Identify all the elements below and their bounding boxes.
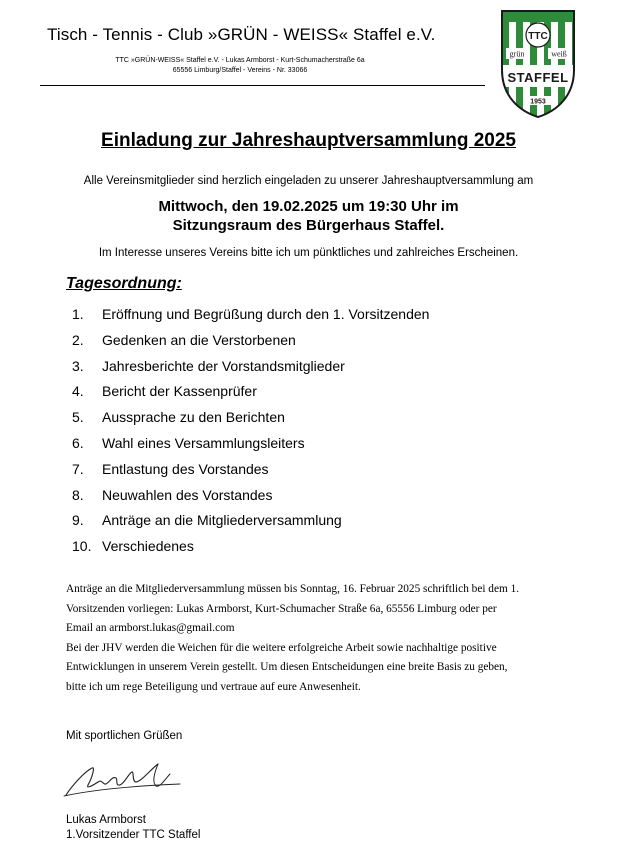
logo-ttc-text: TTC: [528, 31, 548, 42]
document-title: Einladung zur Jahreshauptversammlung 2025: [101, 130, 516, 151]
agenda-item: [72, 512, 429, 538]
body-line: bitte ich um rege Beteiligung und vertraue auf eure Anwesenheit.: [66, 680, 361, 693]
agenda-item: [72, 306, 429, 332]
agenda-item-text: Neuwahlen des Vorstandes: [102, 486, 273, 503]
agenda-item-number: 9.: [72, 512, 84, 529]
club-logo: [499, 8, 577, 120]
agenda-item-text: Wahl eines Versammlungsleiters: [102, 434, 305, 451]
agenda-item-number: 8.: [72, 486, 84, 503]
club-name: Tisch - Tennis - Club »GRÜN - WEISS« Staffel e.V.: [47, 25, 436, 44]
header-divider: [40, 85, 485, 86]
logo-staffel-text: STAFFEL: [507, 70, 569, 85]
body-text: [66, 580, 586, 698]
agenda-item-text: Verschiedenes: [102, 538, 194, 555]
agenda-item-number: 4.: [72, 383, 84, 400]
agenda-item-text: Eröffnung und Begrüßung durch den 1. Vorsitzenden: [102, 306, 430, 322]
meeting-place: Sitzungsraum des Bürgerhaus Staffel.: [172, 217, 445, 234]
agenda-item-number: 10.: [72, 538, 92, 555]
agenda-item: [72, 538, 429, 564]
invite-intro: Alle Vereinsmitglieder sind herzlich eingeladen zu unserer Jahreshauptversammlung am: [83, 175, 534, 187]
logo-gruen-text: grün: [509, 49, 525, 59]
club-address-line-2: 65556 Limburg/Staffel - Vereins - Nr. 33066: [172, 67, 308, 74]
agenda-item-number: 5.: [72, 409, 84, 426]
agenda-item: [72, 383, 429, 409]
attendance-request: Im Interesse unseres Vereins bitte ich um pünktliches und zahlreiches Erscheinen.: [98, 247, 519, 259]
meeting-date: Mittwoch, den 19.02.2025 um 19:30 Uhr im: [158, 198, 459, 215]
agenda-item-text: Aussprache zu den Berichten: [102, 409, 285, 426]
agenda-list: [72, 306, 429, 564]
agenda-item-text: Gedenken an die Verstorbenen: [102, 331, 296, 348]
agenda-item-text: Bericht der Kassenprüfer: [102, 383, 257, 400]
closing-greeting: Mit sportlichen Grüßen: [66, 730, 183, 742]
body-line: Entwicklungen in unserem Verein gestellt. Um diesen Entscheidungen eine breite Basis zu geben,: [66, 661, 508, 674]
agenda-item: [72, 487, 429, 513]
signer-role: 1.Vorsitzender TTC Staffel: [66, 829, 201, 841]
signer-name: Lukas Armborst: [66, 814, 146, 826]
agenda-item-text: Entlastung des Vorstandes: [102, 460, 269, 477]
agenda-item: [72, 332, 429, 358]
agenda-item-number: 6.: [72, 434, 84, 451]
agenda-item: [72, 435, 429, 461]
handwritten-signature: [62, 758, 192, 800]
agenda-item: [72, 409, 429, 435]
body-line: Vorsitzenden vorliegen: Lukas Armborst, Kurt-Schumacher Straße 6a, 65556 Limburg oder per: [66, 602, 497, 615]
agenda-item-text: Anträge an die Mitgliederversammlung: [102, 512, 342, 529]
agenda-item-number: 1.: [72, 306, 84, 322]
logo-year-text: 1953: [530, 98, 546, 106]
agenda-item: [72, 358, 429, 384]
agenda-heading: Tagesordnung:: [66, 275, 182, 292]
agenda-item-number: 2.: [72, 331, 84, 348]
agenda-item-number: 7.: [72, 460, 84, 477]
logo-weiss-text: weiß: [551, 49, 567, 59]
body-line: Email an armborst.lukas@gmail.com: [66, 622, 235, 635]
agenda-item-text: Jahresberichte der Vorstandsmitglieder: [102, 357, 345, 374]
club-address-line-1: TTC »GRÜN-WEISS« Staffel e.V. - Lukas Armborst - Kurt-Schumacherstraße 6a: [115, 57, 365, 64]
body-line: Bei der JHV werden die Weichen für die weitere erfolgreiche Arbeit sowie nachhaltige positive: [66, 641, 497, 654]
body-line: Anträge an die Mitgliederversammlung müssen bis Sonntag, 16. Februar 2025 schriftlich bei dem 1.: [66, 583, 520, 595]
agenda-item-number: 3.: [72, 357, 84, 374]
agenda-item: [72, 461, 429, 487]
